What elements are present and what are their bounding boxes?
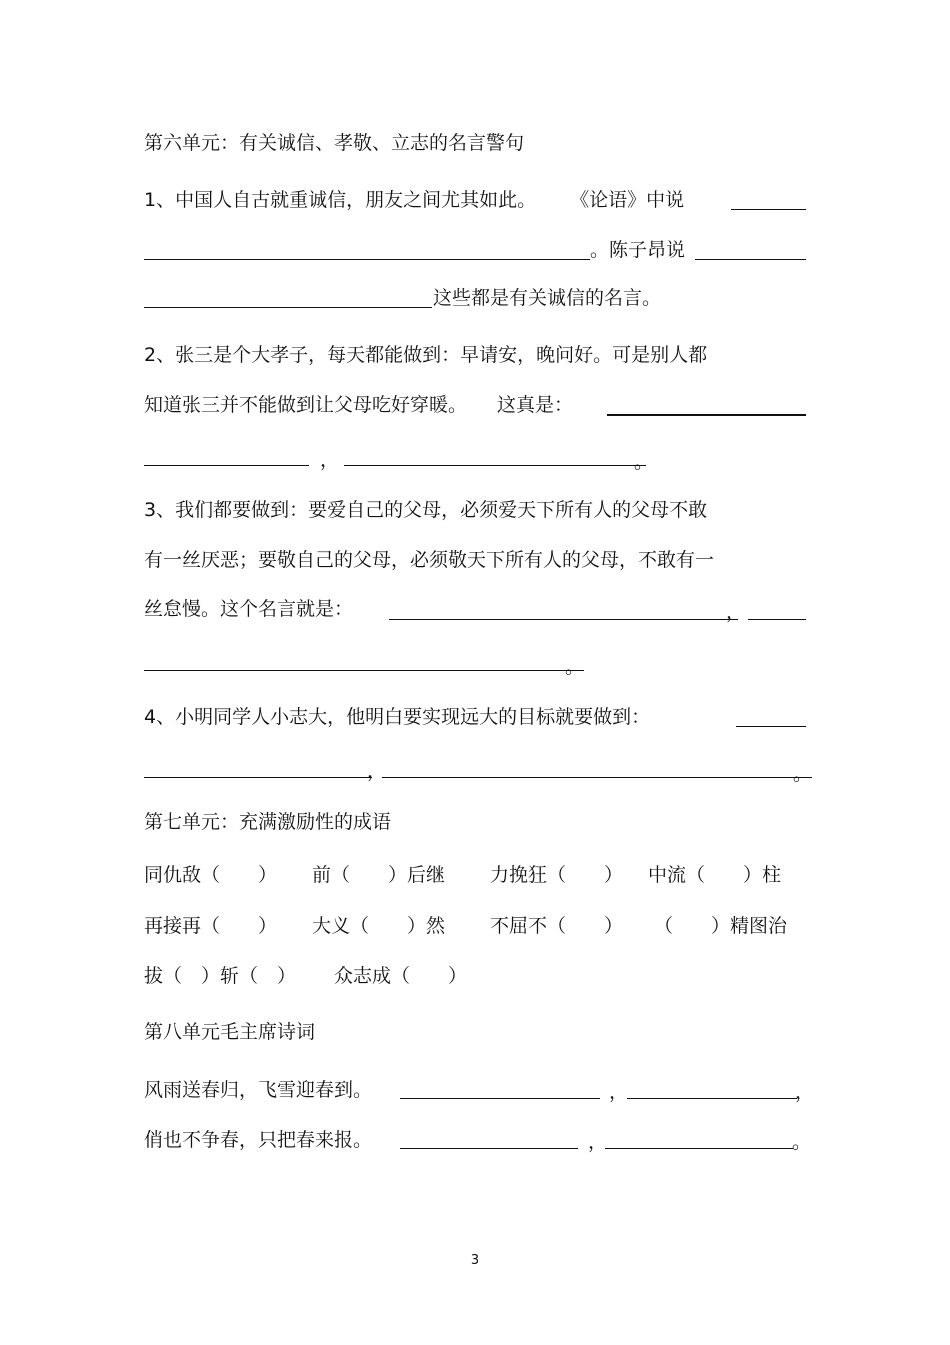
- q3-line1: 3、我们都要做到：要爱自己的父母，必须爱天下所有人的父母不敢: [144, 499, 708, 521]
- q1-line1: [144, 188, 684, 212]
- idiom-fill[interactable]: 中流（ ）柱: [648, 864, 782, 886]
- idiom-fill[interactable]: 拔（ ）斩（ ）: [144, 965, 297, 987]
- poem-line2: 俏也不争春，只把春来报。: [144, 1129, 373, 1151]
- idiom-fill[interactable]: 前（ ）后继: [312, 864, 446, 886]
- q3-line2: 有一丝厌恶；要敬自己的父母，必须敬天下所有人的父母，不敢有一: [144, 549, 715, 571]
- idiom-fill[interactable]: 不屈不（ ）: [490, 915, 624, 937]
- idiom-fill[interactable]: 大义（ ）然: [312, 915, 446, 937]
- q2-zhe-zhen-shi: 这真是：: [497, 394, 574, 416]
- page-number: 3: [470, 1253, 480, 1268]
- poem-blank-1[interactable]: [400, 1098, 600, 1099]
- q1-end: 这些都是有关诚信的名言。: [433, 287, 662, 309]
- q4-comma: ，: [367, 760, 387, 782]
- q2-line1: 2、张三是个大孝子，每天都能做到：早请安，晚问好。可是别人都: [144, 344, 708, 366]
- q4-blank-1[interactable]: [736, 726, 806, 727]
- poem-blank-4[interactable]: [605, 1148, 793, 1149]
- idiom-fill[interactable]: 众志成（ ）: [334, 965, 468, 987]
- q4-blank-2[interactable]: [144, 777, 372, 778]
- poem-blank-3[interactable]: [400, 1148, 578, 1149]
- idiom-fill[interactable]: （ ）精图治: [654, 915, 788, 937]
- q4-period: 。: [793, 763, 813, 785]
- q3-blank-2-cont[interactable]: [144, 670, 584, 671]
- q2-period: 。: [634, 451, 654, 473]
- unit8-heading: 第八单元毛主席诗词: [144, 1021, 316, 1043]
- q1-chenziang: 。陈子昂说: [590, 239, 686, 261]
- q1-blank-lunyu-cont[interactable]: [144, 259, 590, 260]
- q3-line3: 丝怠慢。这个名言就是：: [144, 598, 354, 620]
- q4-blank-3[interactable]: [382, 777, 812, 778]
- q2-blank-1[interactable]: [607, 414, 806, 416]
- poem-blank-2[interactable]: [627, 1098, 797, 1099]
- unit6-heading: 第六单元：有关诚信、孝敬、立志的名言警句: [144, 132, 525, 154]
- poem-comma-1: ，: [609, 1081, 629, 1103]
- q1-lunyu: 《论语》中说: [570, 189, 685, 211]
- poem-line1: 风雨送春归，飞雪迎春到。: [144, 1079, 373, 1101]
- q1-blank-chenziang[interactable]: [695, 259, 806, 260]
- q4-line1: 4、小明同学人小志大，他明白要实现远大的目标就要做到：: [144, 706, 651, 728]
- idiom-fill[interactable]: 再接再（ ）: [144, 915, 278, 937]
- q2-comma: ，: [320, 449, 340, 471]
- poem-period: 。: [792, 1131, 812, 1153]
- unit7-heading: 第七单元：充满激励性的成语: [144, 811, 392, 833]
- poem-comma-2: ，: [795, 1081, 815, 1103]
- q3-blank-2[interactable]: [748, 619, 806, 620]
- q3-comma: ，: [726, 601, 746, 623]
- q3-blank-1[interactable]: [389, 619, 738, 620]
- poem-comma-3: ，: [588, 1131, 608, 1153]
- q2-text: 知道张三并不能做到让父母吃好穿暖。: [144, 394, 468, 416]
- q1-blank-lunyu[interactable]: [731, 209, 806, 210]
- q1-blank-chenziang-cont[interactable]: [144, 307, 432, 308]
- q2-blank-3[interactable]: [344, 465, 646, 466]
- q2-blank-2[interactable]: [144, 465, 309, 466]
- idiom-fill[interactable]: 同仇敌（ ）: [144, 864, 278, 886]
- q3-period: 。: [565, 656, 585, 678]
- q1-text: 1、中国人自古就重诚信，朋友之间尤其如此。: [144, 189, 537, 211]
- idiom-fill[interactable]: 力挽狂（ ）: [490, 864, 624, 886]
- q2-line2: [144, 393, 573, 417]
